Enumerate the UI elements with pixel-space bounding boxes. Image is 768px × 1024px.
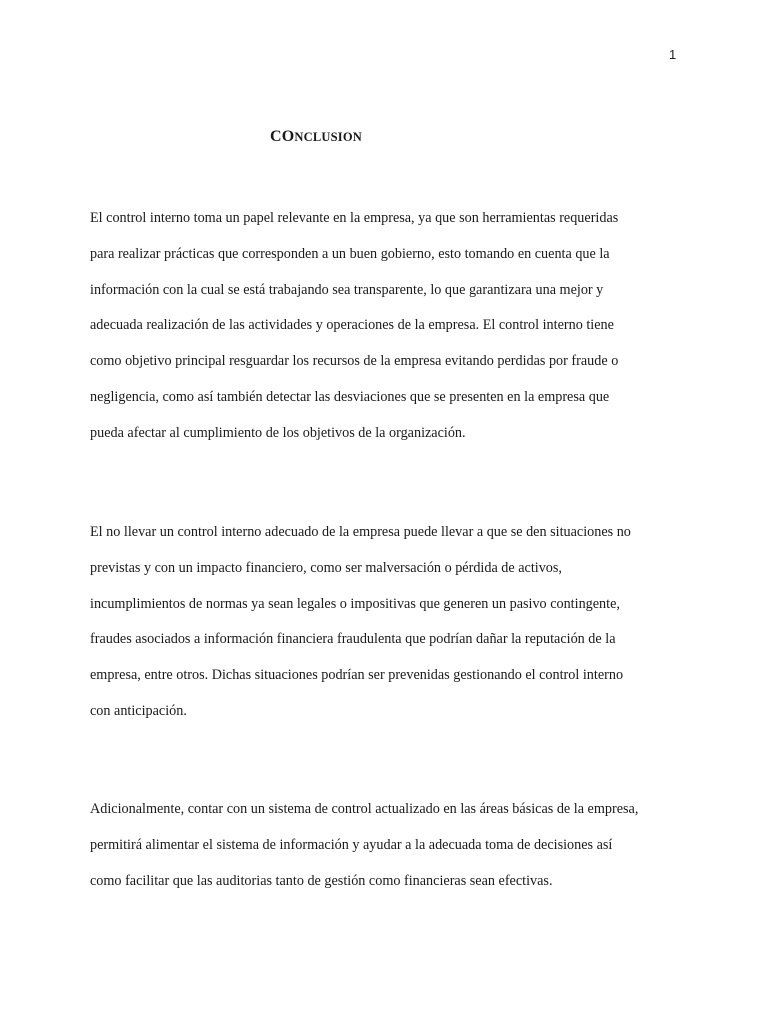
paragraph-3: [90, 800, 690, 907]
page-number: 1: [669, 47, 677, 62]
paragraph-line: El no llevar un control interno adecuado de la empresa puede llevar a que se den situaciones no: [90, 524, 631, 540]
paragraph-line: incumplimientos de normas ya sean legales o impositivas que generen un pasivo contingente,: [90, 595, 620, 612]
paragraph-line: para realizar prácticas que corresponden a un buen gobierno, esto tomando en cuenta que la: [90, 245, 610, 262]
paragraph-line: con anticipación.: [90, 702, 187, 719]
paragraph-line: permitirá alimentar el sistema de información y ayudar a la adecuada toma de decisiones así: [90, 836, 613, 853]
paragraph-line: fraudes asociados a información financiera fraudulenta que podrían dañar la reputación de la: [90, 631, 616, 648]
paragraph-1: [90, 209, 690, 460]
paragraph-line: previstas y con un impacto financiero, como ser malversación o pérdida de activos,: [90, 559, 562, 576]
paragraph-line: empresa, entre otros. Dichas situaciones podrían ser prevenidas gestionando el control interno: [90, 667, 624, 684]
paragraph-line: como facilitar que las auditorias tanto de gestión como financieras sean efectivas.: [90, 872, 553, 889]
paragraph-line: como objetivo principal resguardar los recursos de la empresa evitando perdidas por fraude o: [90, 353, 619, 370]
paragraph-line: El control interno toma un papel relevante en la empresa, ya que son herramientas requeridas: [90, 210, 619, 226]
title-capitals: CO: [270, 128, 295, 145]
paragraph-line: pueda afectar al cumplimiento de los objetivos de la organización.: [90, 424, 466, 441]
paragraph-line: adecuada realización de las actividades y operaciones de la empresa. El control interno tiene: [90, 317, 614, 334]
paragraph-line: información con la cual se está trabajando sea transparente, lo que garantizara una mejor y: [90, 281, 604, 298]
page-title: [270, 128, 362, 146]
paragraph-2: [90, 523, 690, 738]
title-small-caps: NCLUSION: [294, 130, 362, 144]
paragraph-line: negligencia, como así también detectar las desviaciones que se presenten en la empresa que: [90, 388, 610, 405]
paragraph-line: Adicionalmente, contar con un sistema de control actualizado en las áreas básicas de la empresa,: [90, 801, 639, 817]
